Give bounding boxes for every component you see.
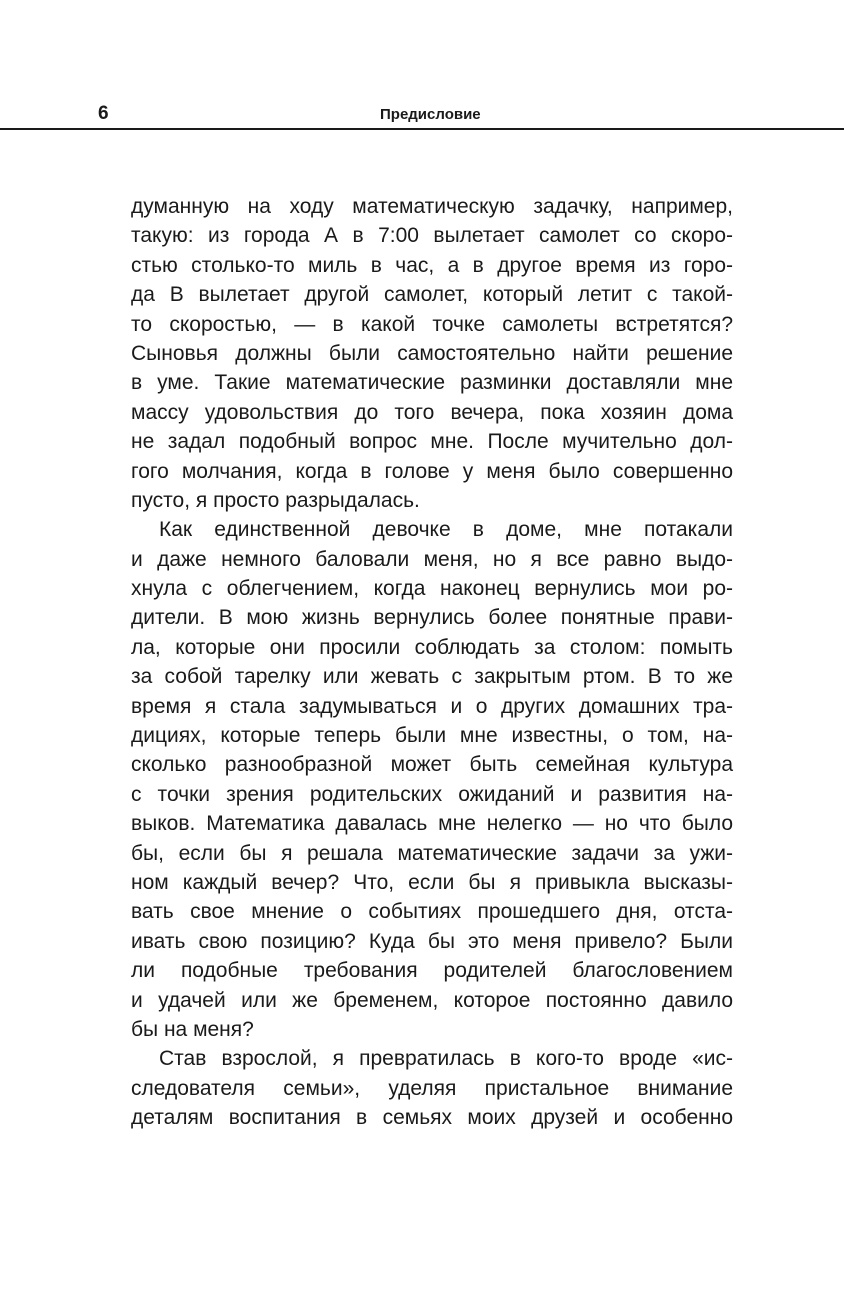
paragraph	[131, 1044, 733, 1132]
text-line: и даже немного баловали меня, но я все равно выдо-	[131, 547, 733, 571]
page-number: 6	[98, 103, 109, 124]
paragraph	[131, 192, 733, 515]
text-line: бы, если бы я решала математические задачи за ужи-	[131, 841, 733, 865]
text-line: хнула с облегчением, когда наконец вернулись мои ро-	[131, 577, 733, 601]
text-line: время я стала задумываться и о других домашних тра-	[131, 694, 733, 718]
text-line: дициях, которые теперь были мне известны, о том, на-	[131, 724, 733, 748]
text-line: выков. Математика давалась мне нелегко — но что было	[131, 812, 733, 836]
text-line: не задал подобный вопрос мне. После мучительно дол-	[131, 430, 733, 454]
text-line: бы на меня?	[131, 1017, 254, 1041]
text-line: Как единственной девочке в доме, мне потакали	[159, 518, 733, 542]
text-line: Став взрослой, я превратилась в кого-то вроде «ис-	[159, 1047, 733, 1071]
text-line: Сыновья должны были самостоятельно найти решение	[131, 341, 733, 365]
text-line: ла, которые они просили соблюдать за столом: помыть	[131, 635, 733, 659]
running-head	[0, 98, 844, 132]
text-line: следователя семьи», уделяя пристальное внимание	[131, 1076, 733, 1100]
text-line: сколько разнообразной может быть семейная культура	[131, 753, 733, 777]
text-line: да В вылетает другой самолет, который летит с такой-	[131, 283, 733, 307]
text-line: деталям воспитания в семьях моих друзей и особенно	[131, 1106, 733, 1130]
text-line: пусто, я просто разрыдалась.	[131, 488, 420, 512]
text-line: вать свое мнение о событиях прошедшего дня, отста-	[131, 900, 733, 924]
text-line: то скоростью, — в какой точке самолеты встретятся?	[131, 312, 733, 336]
body-text	[131, 192, 733, 1133]
text-line: ивать свою позицию? Куда бы это меня привело? Были	[131, 929, 733, 953]
text-line: в уме. Такие математические разминки доставляли мне	[131, 371, 733, 395]
text-line: и удачей или же бременем, которое постоянно давило	[131, 988, 733, 1012]
text-line: массу удовольствия до того вечера, пока хозяин дома	[131, 400, 733, 424]
text-line: ли подобные требования родителей благословением	[131, 959, 733, 983]
text-line: за собой тарелку или жевать с закрытым ртом. В то же	[131, 665, 733, 689]
text-line: ном каждый вечер? Что, если бы я привыкла высказы-	[131, 870, 733, 894]
text-line: гого молчания, когда в голове у меня было совершенно	[131, 459, 733, 483]
section-title: Предисловие	[380, 106, 481, 123]
text-line: с точки зрения родительских ожиданий и развития на-	[131, 782, 733, 806]
paragraph	[131, 515, 733, 1044]
text-line: стью столько-то миль в час, а в другое время из горо-	[131, 253, 733, 277]
text-line: такую: из города А в 7:00 вылетает самолет со скоро-	[131, 224, 733, 248]
text-line: дители. В мою жизнь вернулись более понятные прави-	[131, 606, 733, 630]
text-line: думанную на ходу математическую задачку, например,	[131, 195, 733, 218]
header-rule	[0, 128, 844, 130]
